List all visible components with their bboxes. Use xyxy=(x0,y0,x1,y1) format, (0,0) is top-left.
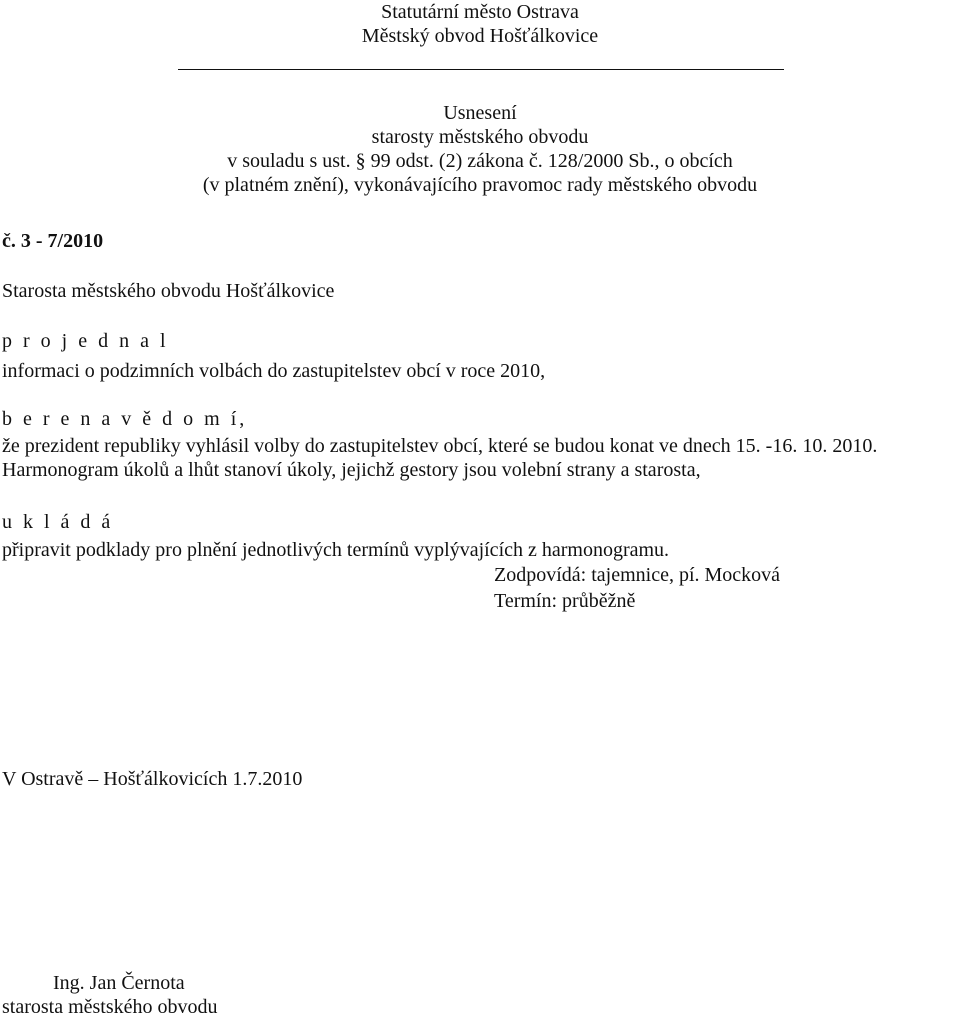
resolution-subject: Starosta městského obvodu Hošťálkovice xyxy=(2,280,335,302)
document-title: Usnesení xyxy=(443,102,517,124)
header-district: Městský obvod Hošťálkovice xyxy=(361,25,599,47)
legal-basis-line: v souladu s ust. § 99 odst. (2) zákona č. 128/2000 Sb., o obcích xyxy=(227,150,733,172)
place-and-date: V Ostravě – Hošťálkovicích 1.7.2010 xyxy=(2,768,303,790)
responsible-person: Zodpovídá: tajemnice, pí. Mocková xyxy=(494,564,781,586)
header-city: Statutární město Ostrava xyxy=(381,1,579,23)
projednal-label: p r o j e d n a l xyxy=(2,330,169,352)
signatory-title: starosta městského obvodu xyxy=(2,996,218,1018)
legal-basis-line-2: (v platném znění), vykonávajícího pravomoc rady městského obvodu xyxy=(202,174,758,196)
deadline: Termín: průběžně xyxy=(494,590,636,612)
bere-na-vedomi-label: b e r e n a v ě d o m í, xyxy=(2,408,248,430)
uklada-text: připravit podklady pro plnění jednotlivých termínů vyplývajících z harmonogramu. xyxy=(2,539,670,561)
signatory-name: Ing. Jan Černota xyxy=(53,972,185,994)
bere-na-vedomi-text: že prezident republiky vyhlásil volby do zastupitelstev obcí, které se budou konat ve dnech 15. -16. 10. 2010. Harmonogram úkolů a lhůt stanoví úkoly, jejichž gestory jsou volební strany a starosta, xyxy=(2,435,878,481)
document-subtitle: starosty městského obvodu xyxy=(371,126,589,148)
header-divider xyxy=(178,69,784,70)
projednal-text: informaci o podzimních volbách do zastupitelstev obcí v roce 2010, xyxy=(2,360,546,382)
uklada-label: u k l á d á xyxy=(2,511,114,533)
resolution-number: č. 3 - 7/2010 xyxy=(2,230,104,252)
